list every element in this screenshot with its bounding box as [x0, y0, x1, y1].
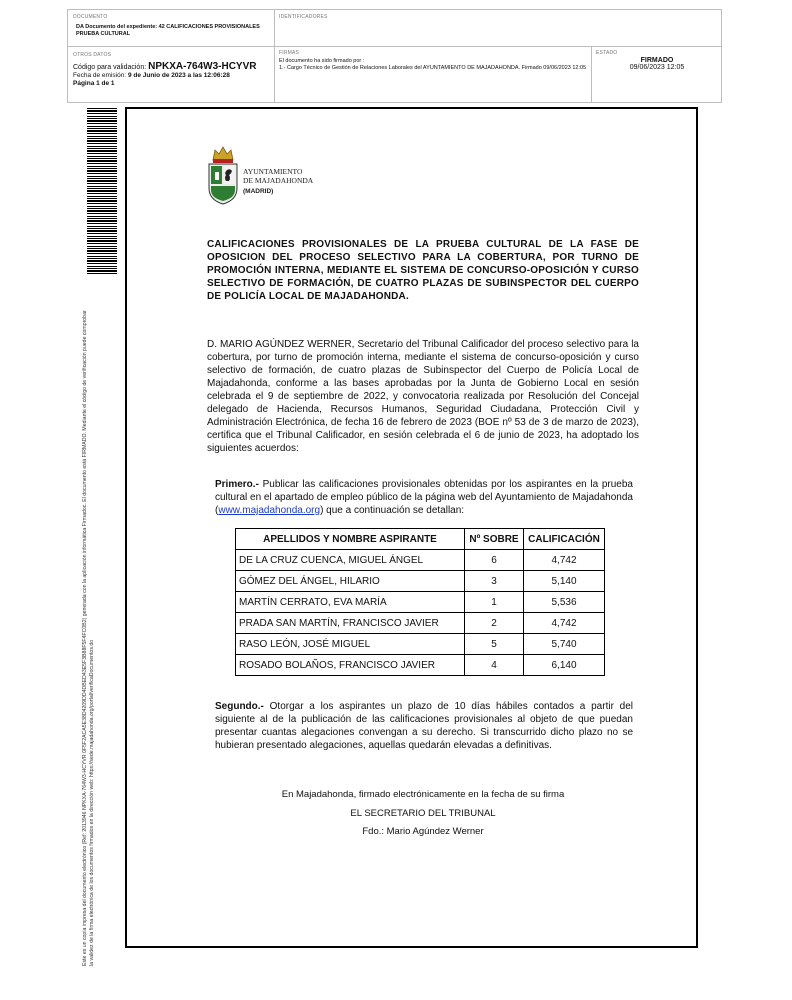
- table-row: [236, 634, 605, 655]
- codigo-validacion: [73, 61, 273, 72]
- estado-cell: [596, 50, 718, 71]
- cell-nombre: RASO LEÓN, JOSÉ MIGUEL: [236, 634, 465, 655]
- coat-of-arms-icon: [207, 144, 239, 206]
- estado-fecha: 09/06/2023 12:05: [629, 64, 685, 71]
- cell-nombre: DE LA CRUZ CUENCA, MIGUEL ÁNGEL: [236, 550, 465, 571]
- cell-nombre: GÓMEZ DEL ÁNGEL, HILARIO: [236, 571, 465, 592]
- header-calificacion: CALIFICACIÓN: [524, 529, 605, 550]
- documento-cell: [73, 14, 269, 38]
- document-title: CALIFICACIONES PROVISIONALES DE LA PRUEBA CULTURAL DE LA FASE DE OPOSICION DEL PROCESO SELECTIVO PARA LA COBERTURA, POR TURNO DE PROMOCIÓN INTERNA, MEDIANTE EL SISTEMA DE CONCURSO-OPOSICIÓN Y CURSO SELECTIVO DE FORMACIÓN, DE CUATRO PLAZAS DE SUBINSPECTOR DEL CUERPO DE POLICÍA LOCAL DE MAJADAHONDA.: [207, 239, 639, 302]
- codigo-value: NPKXA-764W3-HCYVR: [148, 61, 257, 72]
- letterhead-line1: AYUNTAMIENTO: [243, 167, 303, 176]
- firmas-text1: El documento ha sido firmado por :: [279, 58, 365, 64]
- firmas-text2: 1.- Cargo Técnico de Gestión de Relaciones Laborales del AYUNTAMIENTO DE MAJADAHONDA. Firmado 09/06/2023 12:05: [279, 65, 587, 71]
- pagina: Página 1 de 1: [73, 80, 115, 87]
- document-header: [67, 9, 722, 103]
- calificaciones-table: [235, 528, 605, 676]
- cell-calificacion: 5,740: [524, 634, 605, 655]
- fecha-value: 9 de Junio de 2023 a las 12:06:28: [127, 72, 230, 79]
- primero-label: Primero.-: [215, 479, 259, 490]
- cell-calificacion: 5,140: [524, 571, 605, 592]
- identificadores-label: IDENTIFICADORES: [279, 14, 328, 20]
- cell-nombre: PRADA SAN MARTÍN, FRANCISCO JAVIER: [236, 613, 465, 634]
- header-sobre: Nº SOBRE: [465, 529, 524, 550]
- estado-label: ESTADO: [596, 50, 618, 56]
- fecha-emision: [73, 72, 273, 80]
- primero-text-before: Publicar las calificaciones provisionales obtenidas por los aspirantes en la prueba cultural en el apartado de empleo público de la página web del Ayuntamiento de Majadahonda (: [215, 479, 633, 516]
- cell-nombre: ROSADO BOLAÑOS, FRANCISCO JAVIER: [236, 655, 465, 676]
- side-verification-text: Este es un copia impresa del documento electrónico (Ref: 2013946 NPKXA-764W3-HCYVR 0F5F2ACA5E38D4209DD4DBED43E5F3B88F5F4FC0B2) generada con la aplicación informática Firmadoc. El documento está FIRMADO. Mediante el código de verificación puede comprobar la validez de la firma electrónica de los documentos firmados en la dirección web: https://sede.majadahonda.org/portal/verificaDocumentos.do: [82, 310, 95, 966]
- barcode-icon: [87, 108, 117, 276]
- segundo-label: Segundo.-: [215, 701, 264, 712]
- cell-calificacion: 6,140: [524, 655, 605, 676]
- documento-value: DA Documento del expediente: 42 CALIFICACIONES PROVISIONALES PRUEBA CULTURAL: [76, 24, 260, 37]
- primero-text-after: ) que a continuación se detallan:: [320, 505, 465, 516]
- cell-calificacion: 4,742: [524, 613, 605, 634]
- closing-line1: En Majadahonda, firmado electrónicamente en la fecha de su firma: [281, 789, 565, 800]
- segundo-text: Otorgar a los aspirantes un plazo de 10 días hábiles contados a partir del siguiente al de la publicación de las calificaciones provisionales al objeto de que puedan presentar cuantas alegaciones convengan a su derecho. Si transcurrido dicho plazo no se hubieran presentado alegaciones, aquellas quedarán elevadas a definitivas.: [215, 701, 633, 751]
- letterhead-line3: (MADRID): [243, 188, 274, 195]
- identificadores-cell: [279, 14, 328, 20]
- letterhead: [243, 167, 313, 196]
- table-row: [236, 550, 605, 571]
- documento-label: DOCUMENTO: [73, 14, 108, 20]
- letterhead-line2: DE MAJADAHONDA: [243, 176, 314, 185]
- header-nombre: APELLIDOS Y NOMBRE ASPIRANTE: [236, 529, 465, 550]
- cell-sobre: 2: [465, 613, 524, 634]
- cell-sobre: 6: [465, 550, 524, 571]
- table-row: [236, 613, 605, 634]
- firmas-label: FIRMAS: [279, 50, 300, 56]
- cell-calificacion: 5,536: [524, 592, 605, 613]
- cell-sobre: 5: [465, 634, 524, 655]
- table-row: [236, 592, 605, 613]
- codigo-prefix: Código para validación:: [73, 64, 147, 71]
- otros-datos-cell: [73, 52, 273, 87]
- cell-sobre: 3: [465, 571, 524, 592]
- closing-line3: Fdo.: Mario Agúndez Werner: [362, 826, 484, 837]
- cell-sobre: 4: [465, 655, 524, 676]
- otros-datos-label: OTROS DATOS: [73, 52, 112, 58]
- table-row: [236, 655, 605, 676]
- table-header-row: [236, 529, 605, 550]
- segundo-paragraph: [215, 700, 633, 752]
- estado-value: FIRMADO: [640, 57, 674, 64]
- intro-paragraph: D. MARIO AGÚNDEZ WERNER, Secretario del Tribunal Calificador del proceso selectivo para la cobertura, por turno de promoción interna, mediante el sistema de concurso-oposición y curso selectivo de formación, de cuatro plazas de Subinspector del Cuerpo de Policía Local de Majadahonda, conforme a las bases aprobadas por la Junta de Gobierno Local en sesión celebrada el 9 de septiembre de 2022, y convocatoria realizada por Resolución del Concejal delegado de Hacienda, Recursos Humanos, Seguridad Ciudadana, Protección Civil y Administración Electrónica, de fecha 16 de febrero de 2023 (BOE nº 53 de 3 de marzo de 2023), certifica que el Tribunal Calificador, en sesión celebrada el 6 de junio de 2023, ha adoptado los siguientes acuerdos:: [207, 339, 639, 454]
- table-row: [236, 571, 605, 592]
- primero-paragraph: [215, 478, 633, 517]
- closing-line2: EL SECRETARIO DEL TRIBUNAL: [350, 808, 496, 819]
- cell-nombre: MARTÍN CERRATO, EVA MARÍA: [236, 592, 465, 613]
- cell-calificacion: 4,742: [524, 550, 605, 571]
- fecha-prefix: Fecha de emisión:: [73, 72, 127, 79]
- website-link[interactable]: www.majadahonda.org: [218, 505, 321, 516]
- firmas-cell: [279, 50, 589, 72]
- cell-sobre: 1: [465, 592, 524, 613]
